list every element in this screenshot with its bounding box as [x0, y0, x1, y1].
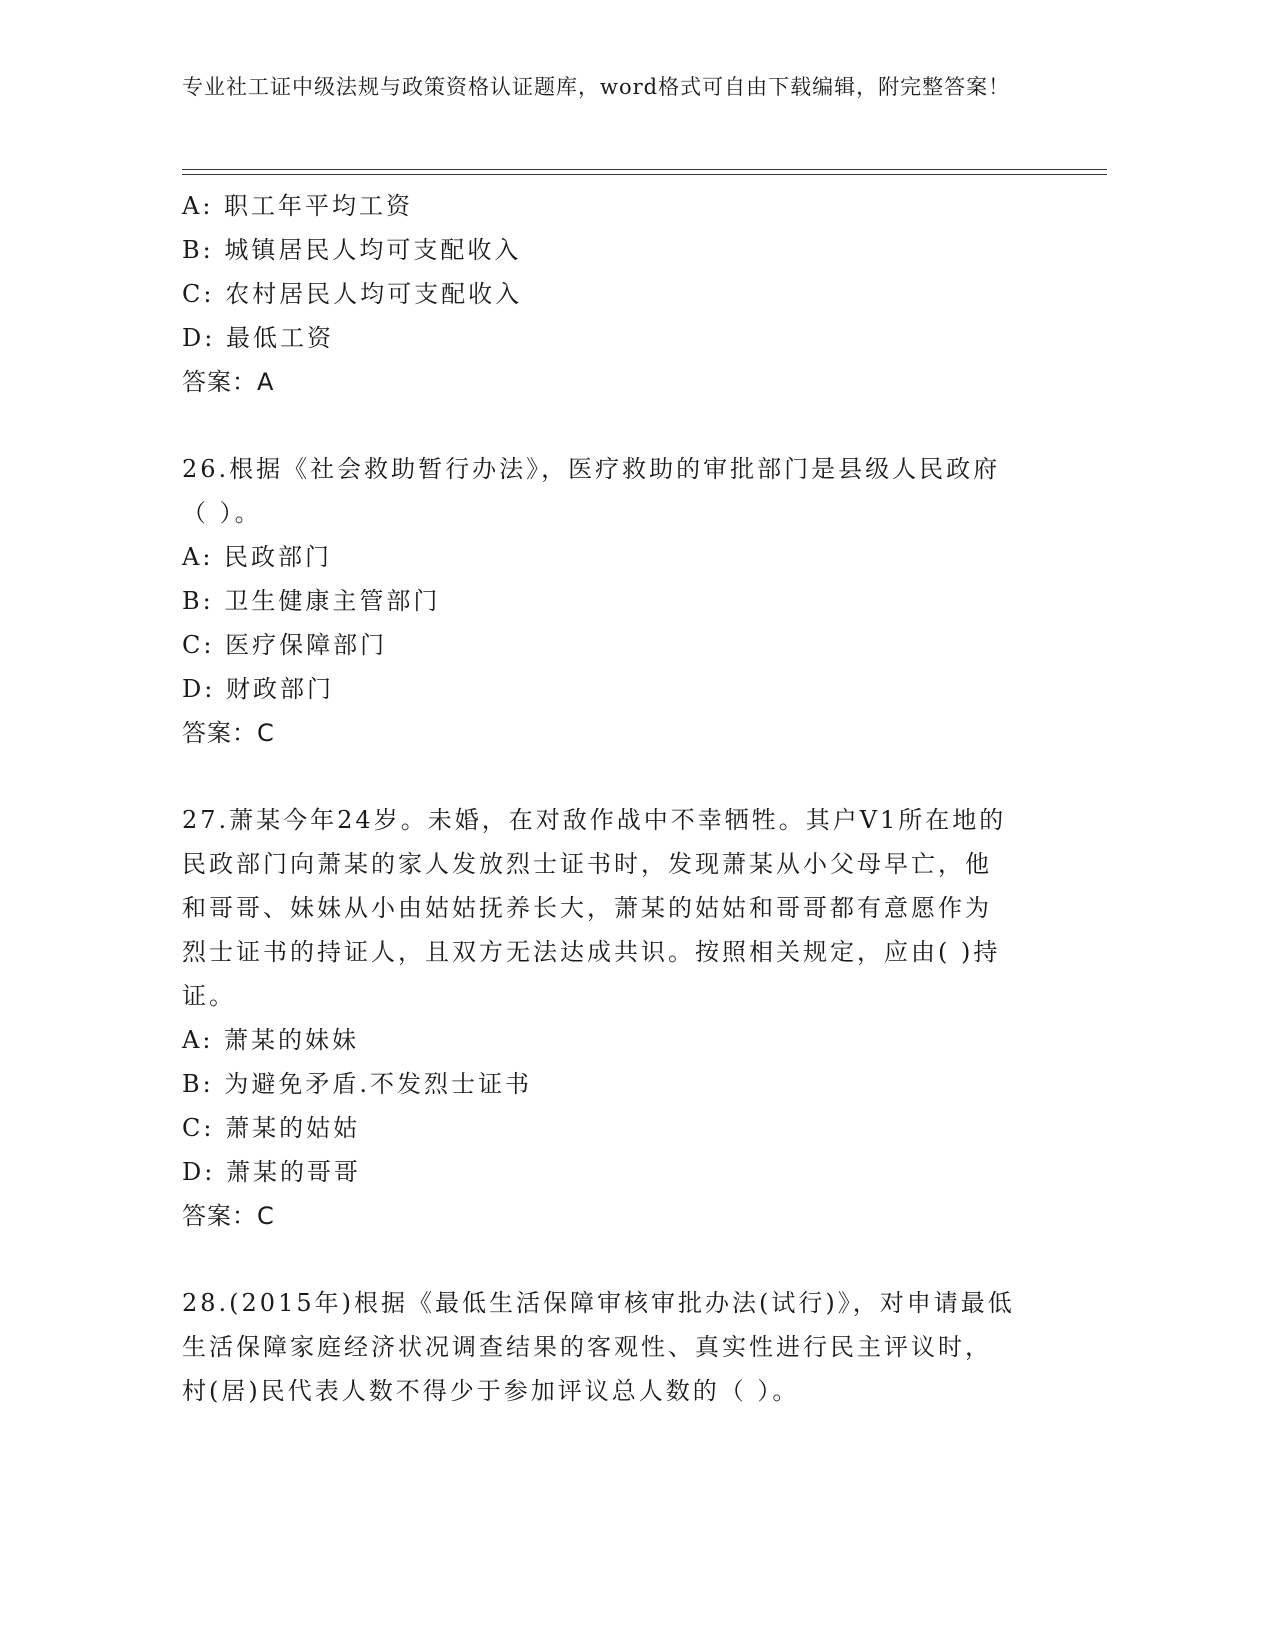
question-stem: 27.萧某今年24岁。未婚，在对敌作战中不幸牺牲。其户V1所在地的	[182, 806, 1007, 834]
page-header: 专业社工证中级法规与政策资格认证题库，word格式可自由下载编辑，附完整答案！	[182, 75, 1011, 99]
option-c: C: 萧某的姑姑	[182, 1114, 361, 1142]
spacer	[182, 404, 1052, 447]
question-stem: 和哥哥、妹妹从小由姑姑抚养长大，萧某的姑姑和哥哥都有意愿作为	[182, 894, 992, 922]
question-stem: 证。	[182, 982, 236, 1010]
question-stem: 民政部门向萧某的家人发放烈士证书时，发现萧某从小父母早亡，他	[182, 850, 992, 878]
question-stem: 烈士证书的持证人，且双方无法达成共识。按照相关规定，应由( )持	[182, 938, 1001, 966]
option-a: A: 民政部门	[182, 543, 333, 571]
option-d: D: 萧某的哥哥	[182, 1158, 361, 1186]
answer: 答案：A	[182, 368, 275, 396]
question-list	[182, 184, 1052, 1413]
option-d: D: 最低工资	[182, 324, 334, 352]
question-stem: 村(居)民代表人数不得少于参加评议总人数的（ ）。	[182, 1377, 800, 1405]
spacer	[182, 755, 1052, 798]
option-a: A: 职工年平均工资	[182, 192, 414, 220]
header-divider-top	[182, 169, 1107, 170]
question-25	[182, 184, 1052, 404]
option-c: C: 医疗保障部门	[182, 631, 388, 659]
question-28	[182, 1281, 1052, 1413]
question-stem: 28.(2015年)根据《最低生活保障审核审批办法(试行)》，对申请最低	[182, 1289, 1015, 1317]
option-c: C: 农村居民人均可支配收入	[182, 280, 523, 308]
option-d: D: 财政部门	[182, 675, 334, 703]
question-stem: （ ）。	[182, 499, 262, 527]
question-27	[182, 798, 1052, 1238]
option-b: B: 卫生健康主管部门	[182, 587, 441, 615]
option-b: B: 城镇居民人均可支配收入	[182, 236, 522, 264]
answer: 答案：C	[182, 1202, 275, 1230]
option-a: A: 萧某的妹妹	[182, 1026, 360, 1054]
question-stem: 26.根据《社会救助暂行办法》，医疗救助的审批部门是县级人民政府	[182, 455, 1001, 483]
option-b: B: 为避免矛盾.不发烈士证书	[182, 1070, 532, 1098]
answer: 答案：C	[182, 719, 275, 747]
header-divider-bottom	[182, 174, 1107, 175]
question-26	[182, 447, 1052, 755]
question-stem: 生活保障家庭经济状况调查结果的客观性、真实性进行民主评议时，	[182, 1333, 992, 1361]
spacer	[182, 1238, 1052, 1281]
